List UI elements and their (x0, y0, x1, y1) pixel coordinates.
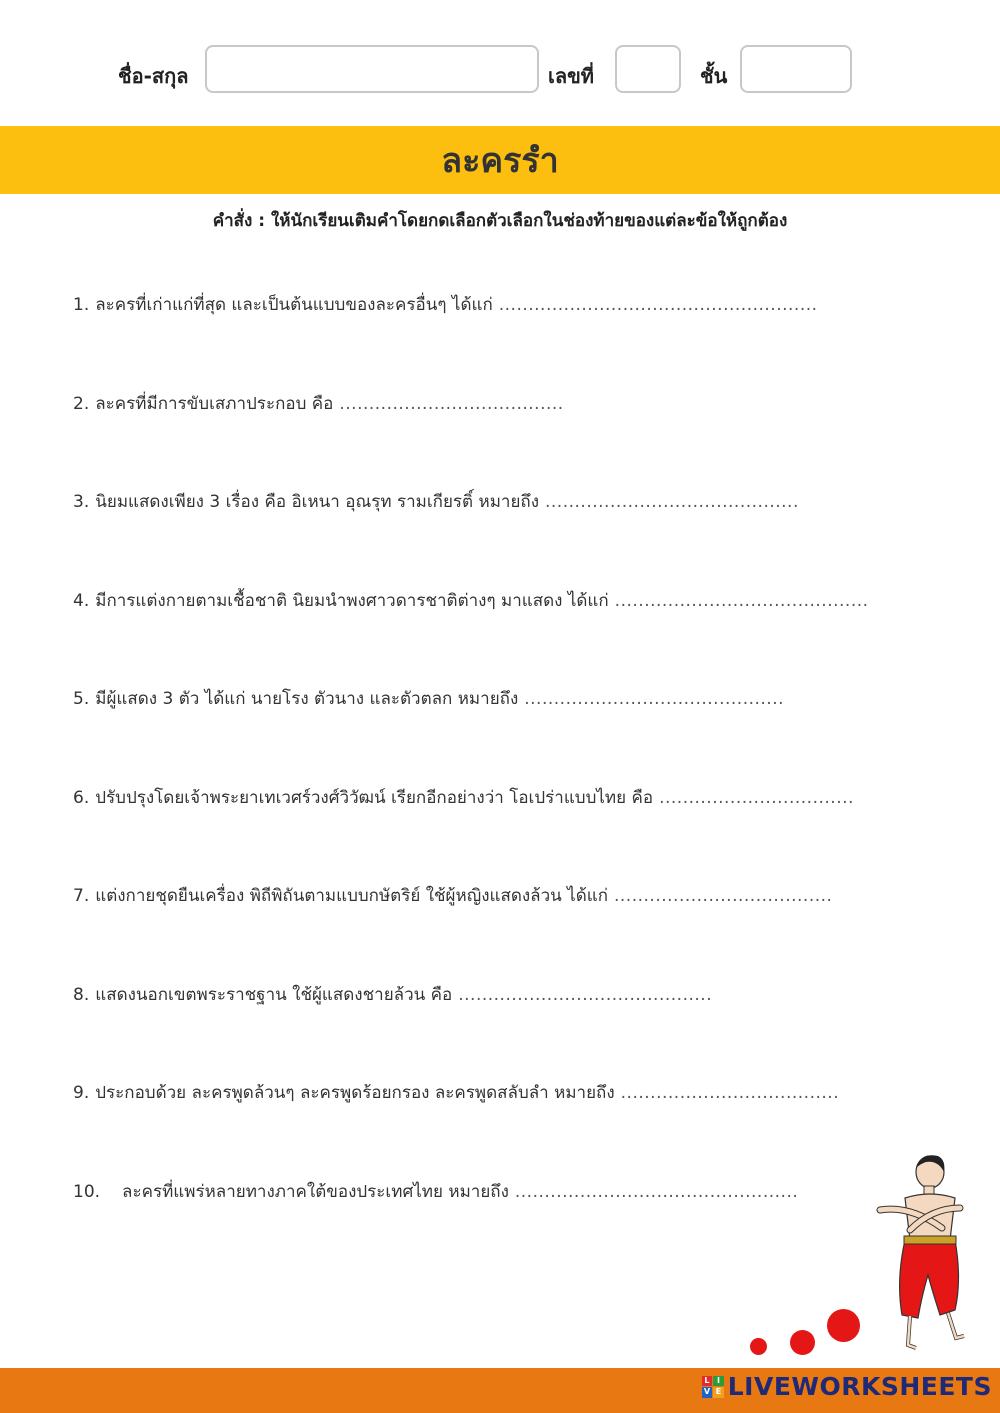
question-text: ละครที่แพร่หลายทางภาคใต้ของประเทศไทย หมายถึง (122, 1182, 509, 1202)
answer-blank[interactable]: ...................................... (339, 394, 564, 414)
question-text: แต่งกายชุดยืนเครื่อง พิถีพิถันตามแบบกษัตริย์ ใช้ผู้หญิงแสดงล้วน ได้แก่ (95, 886, 608, 906)
answer-blank[interactable]: ..................................... (614, 886, 833, 906)
question-item (73, 390, 564, 417)
question-number: 2. (73, 394, 90, 414)
question-item (73, 1178, 798, 1205)
decorative-dot-small (750, 1338, 767, 1355)
question-item (73, 685, 784, 712)
question-item (73, 1079, 839, 1106)
question-item (73, 587, 869, 614)
question-number: 6. (73, 788, 90, 808)
question-text: มีการแต่งกายตามเชื้อชาติ นิยมนำพงศาวดารชาติต่างๆ มาแสดง ได้แก่ (95, 591, 609, 611)
liveworksheets-logo-icon (702, 1376, 724, 1398)
answer-blank[interactable]: ........................................... (545, 492, 799, 512)
decorative-dot-large (827, 1309, 860, 1342)
question-item (73, 882, 832, 909)
question-text: มีผู้แสดง 3 ตัว ได้แก่ นายโรง ตัวนาง และตัวตลก หมายถึง (95, 689, 519, 709)
title-banner (0, 126, 1000, 194)
number-input[interactable] (615, 45, 681, 93)
question-text: ละครที่เก่าแก่ที่สุด และเป็นต้นแบบของละครอื่นๆ ได้แก่ (95, 295, 493, 315)
question-number: 5. (73, 689, 90, 709)
question-text: ประกอบด้วย ละครพูดล้วนๆ ละครพูดร้อยกรอง ละครพูดสลับลำ หมายถึง (95, 1083, 615, 1103)
instruction-text: คำสั่ง : ให้นักเรียนเติมคำโดยกดเลือกตัวเลือกในช่องท้ายของแต่ละข้อให้ถูกต้อง (212, 211, 788, 231)
question-text: แสดงนอกเขตพระราชฐาน ใช้ผู้แสดงชายล้วน คือ (95, 985, 453, 1005)
logo-letter-i: I (713, 1376, 724, 1387)
logo-letter-v: V (702, 1387, 713, 1398)
answer-blank[interactable]: ................................. (659, 788, 854, 808)
question-text: นิยมแสดงเพียง 3 เรื่อง คือ อิเหนา อุณรุท รามเกียรติ์ หมายถึง (95, 492, 539, 512)
question-text: ละครที่มีการขับเสภาประกอบ คือ (95, 394, 334, 414)
question-item (73, 981, 712, 1008)
logo-letter-l: L (702, 1376, 713, 1387)
decorative-dot-medium (790, 1330, 815, 1355)
answer-blank[interactable]: ................................................ (514, 1182, 799, 1202)
answer-blank[interactable]: ........................................... (458, 985, 713, 1005)
number-label: เลขที่ (548, 64, 594, 88)
question-number: 1. (73, 295, 90, 315)
question-item (73, 784, 854, 811)
question-item (73, 291, 818, 318)
logo-letter-e: E (713, 1387, 724, 1398)
name-label: ชื่อ-สกุล (118, 64, 189, 88)
class-label: ชั้น (700, 64, 728, 88)
answer-blank[interactable]: ..................................... (620, 1083, 840, 1103)
question-number: 10. (73, 1182, 101, 1202)
page-title: ละครรำ (441, 141, 559, 181)
name-input[interactable] (205, 45, 539, 93)
question-number: 9. (73, 1083, 90, 1103)
class-input[interactable] (740, 45, 852, 93)
question-item (73, 488, 799, 515)
question-number: 3. (73, 492, 90, 512)
answer-blank[interactable]: ............................................ (524, 689, 785, 709)
brand-name: LIVEWORKSHEETS (727, 1372, 992, 1401)
dancer-illustration (860, 1150, 970, 1355)
answer-blank[interactable]: ...................................................... (498, 295, 818, 315)
answer-blank[interactable]: ........................................... (614, 591, 869, 611)
liveworksheets-brand[interactable] (702, 1372, 992, 1401)
question-text: ปรับปรุงโดยเจ้าพระยาเทเวศร์วงศ์วิวัฒน์ เรียกอีกอย่างว่า โอเปร่าแบบไทย คือ (95, 788, 654, 808)
question-number: 7. (73, 886, 90, 906)
question-number: 4. (73, 591, 90, 611)
question-number: 8. (73, 985, 90, 1005)
